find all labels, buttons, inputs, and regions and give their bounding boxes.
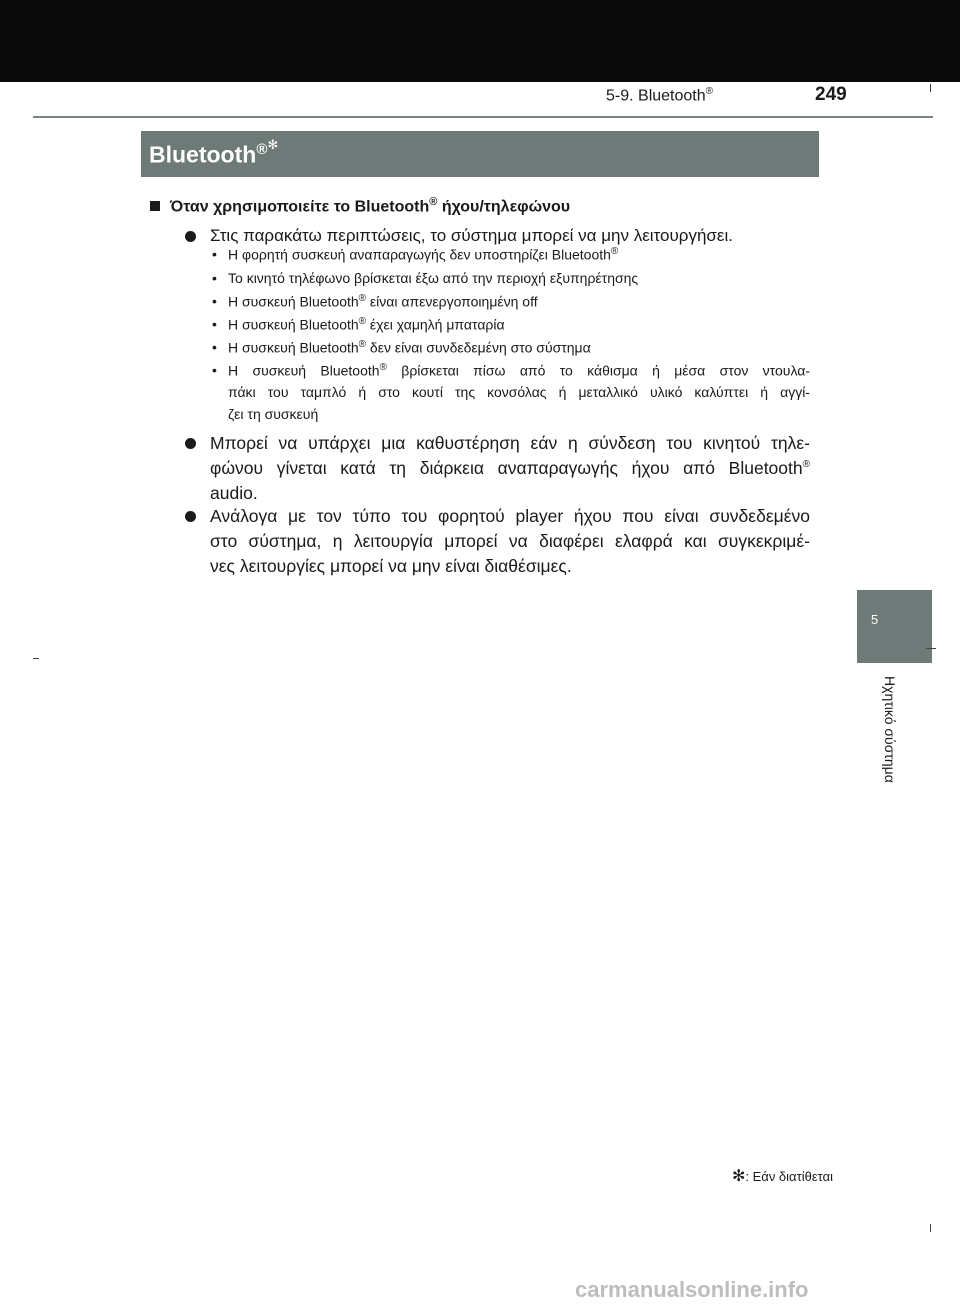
- crop-mark: [930, 84, 931, 92]
- chapter-number: 5: [871, 612, 879, 627]
- header-rule: [33, 116, 933, 118]
- round-bullet-icon: [185, 511, 196, 522]
- round-bullet-icon: [185, 438, 196, 449]
- crop-mark: [930, 1224, 931, 1232]
- top-black-band: [0, 0, 960, 82]
- header-section-title: 5-9. Bluetooth®: [606, 86, 713, 105]
- page-number: 249: [815, 84, 847, 105]
- square-bullet-icon: [150, 201, 160, 211]
- page-title: Bluetooth®✻: [149, 137, 279, 168]
- footnote: ✻: Εάν διατίθεται: [732, 1168, 833, 1185]
- watermark: carmanualsonline.info: [575, 1277, 809, 1302]
- crop-mark: [33, 658, 39, 659]
- chapter-label: Ηχητικό σύστημα: [882, 676, 898, 783]
- chapter-tab: [857, 590, 932, 663]
- crop-mark: [926, 648, 936, 649]
- section-heading: Όταν χρησιμοποιείτε το Bluetooth® ήχου/τηλεφώνου: [150, 196, 570, 216]
- title-band: [141, 131, 819, 177]
- round-bullet-icon: [185, 231, 196, 242]
- footnote-star-icon: ✻: [732, 1168, 746, 1185]
- footnote-star-icon: ✻: [267, 137, 279, 152]
